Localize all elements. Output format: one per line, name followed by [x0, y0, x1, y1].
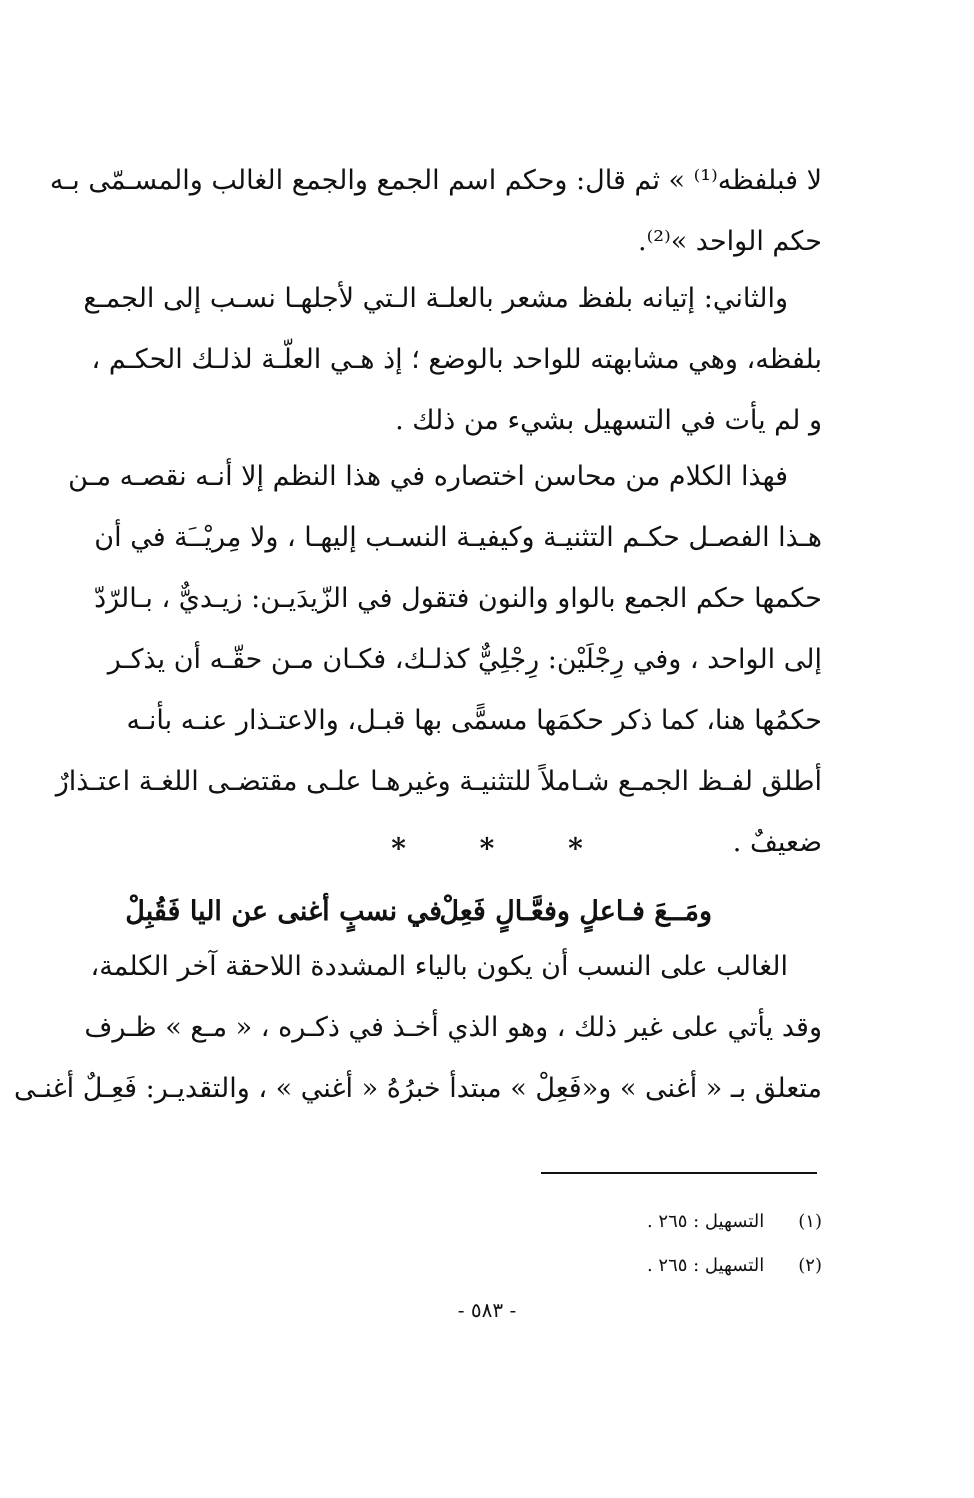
footnote-text: التسهيل : ٢٦٥ . — [646, 1255, 765, 1276]
asterisk: * — [391, 832, 406, 865]
text-line: متعلق بـ « أغنى » و«فَعِلْ » مبتدأ خبرُهُ « أغني » ، والتقديـر: فَعِـلٌ أغنـى — [14, 1073, 822, 1104]
text-line: و لم يأت في التسهيل بشيء من ذلك . — [395, 405, 822, 436]
paragraph-explanation — [14, 936, 822, 1119]
text-line: الغالب على النسب أن يكون بالياء المشددة اللاحقة آخر الكلمة، — [90, 951, 788, 982]
text-line: ضعيفٌ . — [732, 827, 822, 858]
text-line: حكمها حكم الجمع بالواو والنون فتقول في الزّيدَيـن: زيـديٌّ ، بـالرّدّ — [94, 583, 822, 614]
footnote-text: التسهيل : ٢٦٥ . — [646, 1211, 765, 1232]
text-line: أطلق لفـظ الجمـع شـاملاً للتثنيـة وغيرهـا علـى مقتضـى اللغـة اعتـذارٌ — [55, 766, 822, 797]
verse-first-hemistich: ومَــعَ فـاعلٍ وفعَّـالٍ فَعِلْ — [439, 896, 712, 927]
paragraph-continuation — [49, 150, 822, 272]
text-line: حكم الواحد »⁽²⁾. — [638, 226, 822, 257]
page-number: - ٥٨٣ - — [457, 1298, 517, 1322]
asterisk: * — [568, 832, 583, 865]
footnote-number: (١) — [798, 1211, 822, 1232]
text-line: لا فبلفظه⁽¹⁾ » ثم قال: وحكم اسم الجمع والجمع الغالب والمسـمّى بـه — [49, 165, 822, 196]
verse-second-hemistich: في نسبٍ أغنى عن اليا فَقُبِلْ — [125, 896, 442, 927]
footnote-number: (٢) — [798, 1255, 822, 1276]
text-line: فهذا الكلام من محاسن اختصاره في هذا النظم إلا أنـه نقصـه مـن — [68, 461, 788, 492]
text-line: إلى الواحد ، وفي رِجْلَيْن: رِجْلِيٌّ كذلـك، فكـان مـن حقّـه أن يذكـر — [107, 644, 822, 675]
text-line: هـذا الفصـل حكـم التثنيـة وكيفيـة النسـب إليهـا ، ولا مِريْــَة في أن — [94, 522, 822, 553]
footnote-divider — [541, 1172, 817, 1174]
section-separator — [0, 832, 974, 865]
footnote-item — [422, 1244, 822, 1288]
asterisk: * — [479, 832, 495, 865]
text-line: وقد يأتي على غير ذلك ، وهو الذي أخـذ في ذكـره ، « مـع » ظـرف — [84, 1012, 822, 1043]
text-line: والثاني: إتيانه بلفظ مشعر بالعلـة الـتي لأجلهـا نسـب إلى الجمـع — [83, 283, 788, 314]
text-line: حكمُها هنا، كما ذكر حكمَها مسمًّى بها قبـل، والاعتـذار عنـه بأنـه — [126, 705, 822, 736]
paragraph-commentary — [55, 446, 822, 873]
footnote-item — [422, 1200, 822, 1244]
footnotes — [422, 1200, 822, 1288]
paragraph-second-point — [83, 268, 822, 451]
poem-verse — [0, 884, 974, 940]
text-line: بلفظه، وهي مشابهته للواحد بالوضع ؛ إذ هـي العلّـة لذلـك الحكـم ، — [91, 344, 822, 375]
